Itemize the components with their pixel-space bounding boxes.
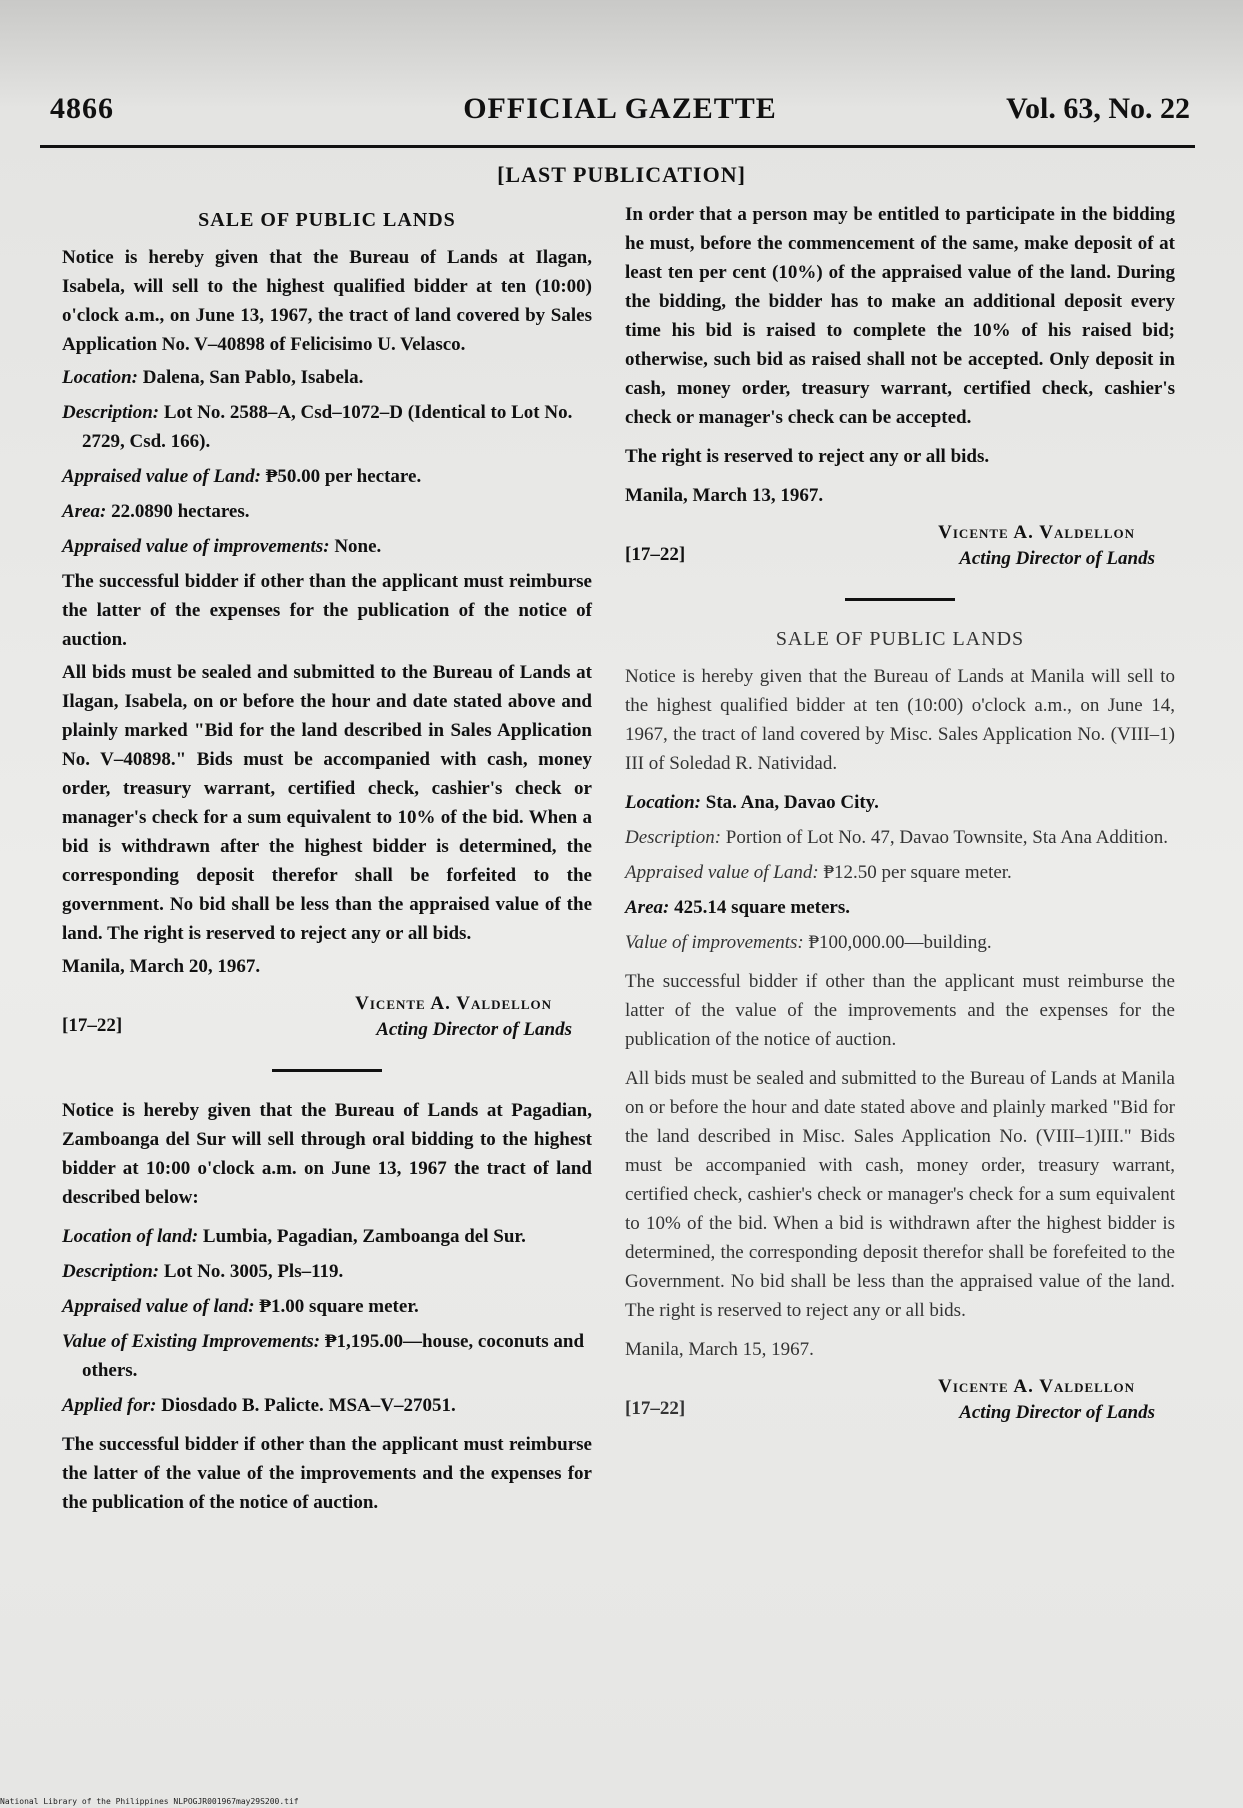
section-divider bbox=[272, 1069, 382, 1072]
notice2-intro: Notice is hereby given that the Bureau of Lands at Pagadian, Zamboanga del Sur will sell through oral bidding to the highest bidder at 10:00 o'clock a.m. on June 13, 1967 the tract of land described below: bbox=[62, 1100, 592, 1208]
notice1-area: Area: 22.0890 hectares. bbox=[62, 501, 250, 522]
notice3-signer-title: Acting Director of Lands bbox=[959, 1402, 1155, 1423]
notice2-signature bbox=[625, 518, 1175, 580]
notice2-place-date: Manila, March 13, 1967. bbox=[625, 485, 824, 506]
left-column bbox=[62, 200, 592, 1521]
header-rule bbox=[40, 145, 1195, 148]
notice3-intro: Notice is hereby given that the Bureau of Lands at Manila will sell to the highest qualified bidder at ten (10:00) o'clock a.m., on June 14, 1967, the tract of land covered by Misc. Sales Application No. (VIII–1) III of Soledad R. Natividad. bbox=[625, 666, 1175, 774]
notice2-code: [17–22] bbox=[625, 544, 686, 565]
notice3-location: Location: Sta. Ana, Davao City. bbox=[625, 792, 879, 813]
notice3-heading: SALE OF PUBLIC LANDS bbox=[775, 628, 1025, 650]
notice3-improvements: Value of improvements: ₱100,000.00—building. bbox=[625, 932, 992, 953]
notice2-appraised: Appraised value of land: ₱1.00 square meter. bbox=[62, 1296, 419, 1317]
notice1-appraised-improvements: Appraised value of improvements: None. bbox=[62, 536, 382, 557]
notice3-signer: Vicente A. Valdellon bbox=[938, 1376, 1135, 1397]
notice1-heading: SALE OF PUBLIC LANDS bbox=[198, 209, 456, 231]
notice2-deposit: In order that a person may be entitled to participate in the bidding he must, before the commencement of the same, make deposit of at least ten per cent (10%) of the appraised value of the land. During the bidding, the bidder has to make an additional deposit every time his bid is raised to complete the 10% of his raised bid; otherwise, such bid as raised shall not be accepted. Only deposit in cash, money order, treasury warrant, certified check, cashier's check or manager's check can be accepted. bbox=[625, 204, 1175, 428]
last-publication-label: [LAST PUBLICATION] bbox=[497, 162, 746, 187]
right-column bbox=[625, 200, 1175, 1444]
notice3-code: [17–22] bbox=[625, 1398, 686, 1419]
notice1-bids: All bids must be sealed and submitted to the Bureau of Lands at Ilagan, Isabela, on or before the hour and date stated above and plainly marked "Bid for the land described in Sales Application No. V–40898." Bids must be accompanied with cash, money order, treasury warrant, certified check, cashier's check or manager's check for a sum equivalent to 10% of the bid. When a bid is withdrawn after the highest bidder is determined, the corresponding deposit therefor shall be forfeited to the government. No bid shall be less than the appraised value of the land. The right is reserved to reject any or all bids. bbox=[62, 662, 592, 944]
notice2-signer: Vicente A. Valdellon bbox=[938, 522, 1135, 543]
notice2-location: Location of land: Lumbia, Pagadian, Zamboanga del Sur. bbox=[62, 1226, 526, 1247]
notice2-improvements: Value of Existing Improvements: ₱1,195.00—house, coconuts and others. bbox=[62, 1331, 585, 1381]
volume-number: Vol. 63, No. 22 bbox=[1006, 92, 1190, 125]
notice1-reimburse: The successful bidder if other than the applicant must reimburse the latter of the expenses for the publication of the notice of auction. bbox=[62, 571, 592, 650]
notice3-appraised: Appraised value of Land: ₱12.50 per square meter. bbox=[625, 862, 1012, 883]
notice1-appraised-land: Appraised value of Land: ₱50.00 per hectare. bbox=[62, 466, 422, 487]
notice2-description: Description: Lot No. 3005, Pls–119. bbox=[62, 1261, 344, 1282]
scan-footer: National Library of the Philippines NLPOGJR001967may29S200.tif bbox=[0, 1797, 299, 1806]
notice3-place-date: Manila, March 15, 1967. bbox=[625, 1339, 814, 1360]
notice2-reimburse: The successful bidder if other than the applicant must reimburse the latter of the value of the improvements and the expenses for the publication of the notice of auction. bbox=[62, 1434, 592, 1513]
notice3-reimburse: The successful bidder if other than the applicant must reimburse the latter of the value of the improvements and the expenses for the publication of the notice of auction. bbox=[625, 971, 1175, 1050]
notice1-signer-title: Acting Director of Lands bbox=[376, 1019, 572, 1040]
notice1-description: Description: Lot No. 2588–A, Csd–1072–D (Identical to Lot No. 2729, Csd. 166). bbox=[62, 402, 573, 452]
notice1-signer: Vicente A. Valdellon bbox=[355, 993, 552, 1014]
notice3-signature bbox=[625, 1372, 1175, 1434]
notice1-signature bbox=[62, 989, 592, 1051]
page-number: 4866 bbox=[50, 92, 114, 125]
notice1-code: [17–22] bbox=[62, 1015, 123, 1036]
notice2-signer-title: Acting Director of Lands bbox=[959, 548, 1155, 569]
notice2-right-reserved: The right is reserved to reject any or all bids. bbox=[625, 446, 990, 467]
section-divider bbox=[845, 598, 955, 601]
notice3-area: Area: 425.14 square meters. bbox=[625, 897, 850, 918]
page-header bbox=[50, 92, 1190, 140]
publication-title: OFFICIAL GAZETTE bbox=[463, 92, 777, 125]
notice1-location: Location: Dalena, San Pablo, Isabela. bbox=[62, 367, 364, 388]
notice1-intro: Notice is hereby given that the Bureau of Lands at Ilagan, Isabela, will sell to the highest qualified bidder at ten (10:00) o'clock a.m., on June 13, 1967, the tract of land covered by Sales Application No. V–40898 of Felicisimo U. Velasco. bbox=[62, 247, 592, 355]
notice2-applied: Applied for: Diosdado B. Palicte. MSA–V–27051. bbox=[62, 1395, 456, 1416]
notice3-description: Description: Portion of Lot No. 47, Davao Townsite, Sta Ana Addition. bbox=[625, 827, 1168, 848]
notice3-bids: All bids must be sealed and submitted to the Bureau of Lands at Manila on or before the hour and date stated above and plainly marked "Bid for the land described in Misc. Sales Application No. (VIII–1)III." Bids must be accompanied with cash, money order, treasury warrant, certified check, cashier's check or manager's check for a sum equivalent to 10% of the bid. When a bid is withdrawn after the highest bidder is determined, the corresponding deposit therefor shall be forefeited to the Government. No bid shall be less than the appraised value of the land. The right is reserved to reject any or all bids. bbox=[625, 1068, 1175, 1321]
notice1-place-date: Manila, March 20, 1967. bbox=[62, 956, 261, 977]
